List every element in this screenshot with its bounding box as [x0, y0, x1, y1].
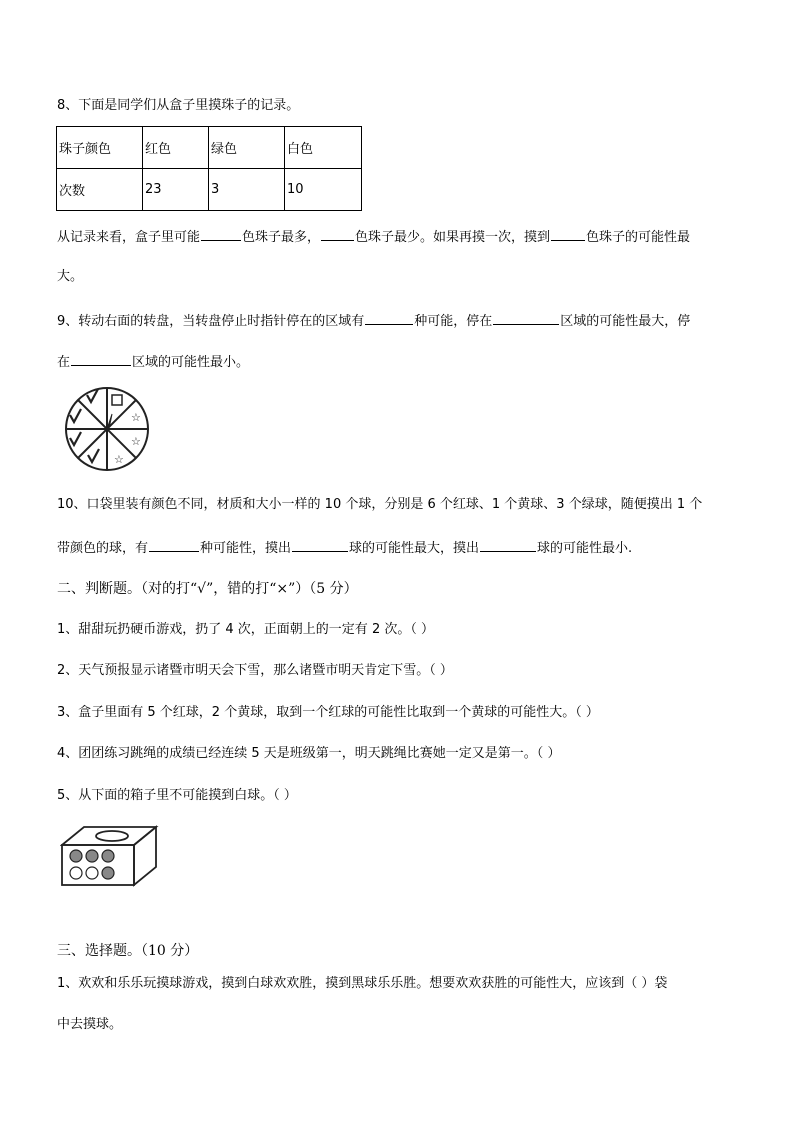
square-icon [112, 395, 122, 405]
ball-box-image [60, 825, 160, 887]
q8-text: 色珠子的可能性最 [586, 230, 691, 245]
answer-blank[interactable] [149, 537, 199, 552]
q10-text: 球的可能性最小. [537, 541, 633, 556]
q8-fill-line [57, 226, 690, 247]
q10-text: 带颜色的球，有 [57, 541, 149, 556]
ball-icon [70, 867, 82, 879]
q9-text: 9、转动右面的转盘，当转盘停止时指针停在的区域有 [57, 314, 365, 329]
q8-text: 色珠子最多， [242, 230, 321, 245]
star-icon: ☆ [114, 453, 124, 466]
table-cell: 白色 [285, 127, 362, 169]
table-cell: 珠子颜色 [57, 127, 143, 169]
table-cell: 10 [285, 169, 362, 211]
answer-blank[interactable] [321, 226, 354, 241]
table-cell: 绿色 [209, 127, 285, 169]
q9-line1 [57, 310, 690, 331]
q9-text: 种可能，停在 [414, 314, 493, 329]
check-icon [88, 449, 99, 462]
q8-text: 从记录来看，盒子里可能 [57, 230, 201, 245]
section2-heading: 二、判断题。（对的打“√”，错的打“×”）（5 分） [57, 581, 358, 597]
ball-icon [70, 850, 82, 862]
judge-item: 1、甜甜玩扔硬币游戏，扔了 4 次，正面朝上的一定有 2 次。（ ） [57, 622, 434, 637]
q10-text: 球的可能性最大，摸出 [349, 541, 480, 556]
q9-line2 [57, 351, 249, 372]
star-icon: ☆ [131, 435, 141, 448]
q9-text: 在 [57, 355, 71, 370]
judge-item: 5、从下面的箱子里不可能摸到白球。（ ） [57, 788, 297, 803]
q10-line1: 10、口袋里装有颜色不同，材质和大小一样的 10 个球，分别是 6 个红球、1 个黄球、3 个绿球，随便摸出 1 个 [57, 497, 703, 512]
check-icon [70, 409, 81, 422]
answer-blank[interactable] [493, 310, 559, 325]
q9-text: 区域的可能性最大，停 [560, 314, 691, 329]
star-icon: ☆ [131, 411, 141, 424]
table-cell: 23 [143, 169, 209, 211]
q9-text: 区域的可能性最小。 [132, 355, 250, 370]
answer-blank[interactable] [292, 537, 348, 552]
judge-item: 4、团团练习跳绳的成绩已经连续 5 天是班级第一，明天跳绳比赛她一定又是第一。（ ） [57, 746, 561, 761]
choice-item: 1、欢欢和乐乐玩摸球游戏，摸到白球欢欢胜，摸到黑球乐乐胜。想要欢欢获胜的可能性大，应该到（ ）袋 [57, 976, 668, 991]
check-icon [70, 432, 81, 445]
answer-blank[interactable] [365, 310, 413, 325]
table-cell: 红色 [143, 127, 209, 169]
ball-icon [102, 867, 114, 879]
answer-blank[interactable] [480, 537, 536, 552]
table-row [57, 127, 362, 169]
q8-title: 8、下面是同学们从盒子里摸珠子的记录。 [57, 98, 300, 113]
table-cell: 次数 [57, 169, 143, 211]
table-row [57, 169, 362, 211]
q8-text: 色珠子最少。如果再摸一次，摸到 [355, 230, 551, 245]
q8-fill-line-end: 大。 [57, 269, 84, 284]
ball-icon [102, 850, 114, 862]
record-table [56, 126, 362, 211]
answer-blank[interactable] [551, 226, 585, 241]
ball-icon [86, 867, 98, 879]
table-cell: 3 [209, 169, 285, 211]
q10-text: 种可能性，摸出 [200, 541, 292, 556]
q10-line2 [57, 537, 632, 558]
choice-item-cont: 中去摸球。 [57, 1017, 123, 1032]
spinner-wheel [59, 386, 159, 472]
ball-icon [86, 850, 98, 862]
section3-heading: 三、选择题。（10 分） [57, 943, 199, 959]
judge-item: 3、盒子里面有 5 个红球，2 个黄球，取到一个红球的可能性比取到一个黄球的可能性大。（ ） [57, 705, 599, 720]
judge-item: 2、天气预报显示诸暨市明天会下雪，那么诸暨市明天肯定下雪。（ ） [57, 663, 453, 678]
answer-blank[interactable] [71, 351, 131, 366]
answer-blank[interactable] [201, 226, 241, 241]
